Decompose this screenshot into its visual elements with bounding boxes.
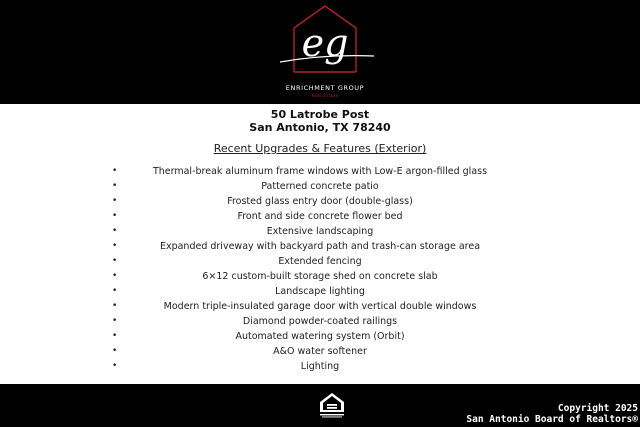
feature-text: Thermal-break aluminum frame windows with Low-E argon-filled glass	[152, 166, 488, 177]
bullet: •	[112, 331, 118, 341]
bullet: •	[112, 166, 118, 176]
house-outline-logo-icon	[270, 4, 380, 84]
feature-item	[0, 179, 640, 194]
feature-text: Extended fencing	[278, 256, 362, 267]
feature-text: Modern triple-insulated garage door with vertical double windows	[163, 301, 477, 312]
address-city: San Antonio, TX 78240	[249, 121, 391, 134]
bullet: •	[112, 256, 118, 266]
address-street: 50 Latrobe Post	[270, 108, 370, 121]
feature-text: Lighting	[300, 361, 340, 372]
copyright-holder: San Antonio Board of Realtors®	[466, 414, 638, 425]
feature-item	[0, 164, 640, 179]
feature-text: Expanded driveway with backyard path and trash-can storage area	[159, 241, 481, 252]
feature-text: Diamond powder-coated railings	[242, 316, 398, 327]
feature-item	[0, 224, 640, 239]
copyright-notice	[466, 403, 638, 425]
bullet: •	[112, 346, 118, 356]
feature-text: A&O water softener	[273, 346, 367, 357]
copyright-year: Copyright 2025	[557, 403, 638, 414]
bullet: •	[112, 361, 118, 371]
bullet: •	[112, 181, 118, 191]
feature-item	[0, 239, 640, 254]
feature-item	[0, 269, 640, 284]
section-title: Recent Upgrades & Features (Exterior)	[213, 142, 427, 155]
feature-item	[0, 329, 640, 344]
bullet: •	[112, 196, 118, 206]
logo-subtitle: Real Estate	[311, 93, 339, 98]
feature-text: Automated watering system (Orbit)	[235, 331, 405, 342]
logo-name: ENRICHMENT GROUP	[285, 84, 365, 92]
feature-text: Extensive landscaping	[266, 226, 374, 237]
feature-item	[0, 299, 640, 314]
feature-item	[0, 344, 640, 359]
feature-item	[0, 209, 640, 224]
bullet: •	[112, 211, 118, 221]
feature-item	[0, 254, 640, 269]
property-address	[0, 108, 640, 134]
bullet: •	[112, 286, 118, 296]
feature-text: 6×12 custom-built storage shed on concrete slab	[202, 271, 438, 282]
bullet: •	[112, 301, 118, 311]
feature-item	[0, 359, 640, 374]
bullet: •	[112, 316, 118, 326]
feature-item	[0, 194, 640, 209]
feature-text: Landscape lighting	[275, 286, 365, 297]
feature-item	[0, 284, 640, 299]
equal-housing-opportunity-icon	[318, 391, 346, 419]
feature-text: Patterned concrete patio	[261, 181, 379, 192]
bullet: •	[112, 226, 118, 236]
enrichment-group-logo	[270, 4, 380, 102]
feature-text: Frosted glass entry door (double-glass)	[227, 196, 413, 207]
feature-item	[0, 314, 640, 329]
features-list	[0, 164, 640, 374]
bullet: •	[112, 271, 118, 281]
logo-monogram: eg	[301, 21, 349, 65]
feature-text: Front and side concrete flower bed	[237, 211, 403, 222]
bullet: •	[112, 241, 118, 251]
